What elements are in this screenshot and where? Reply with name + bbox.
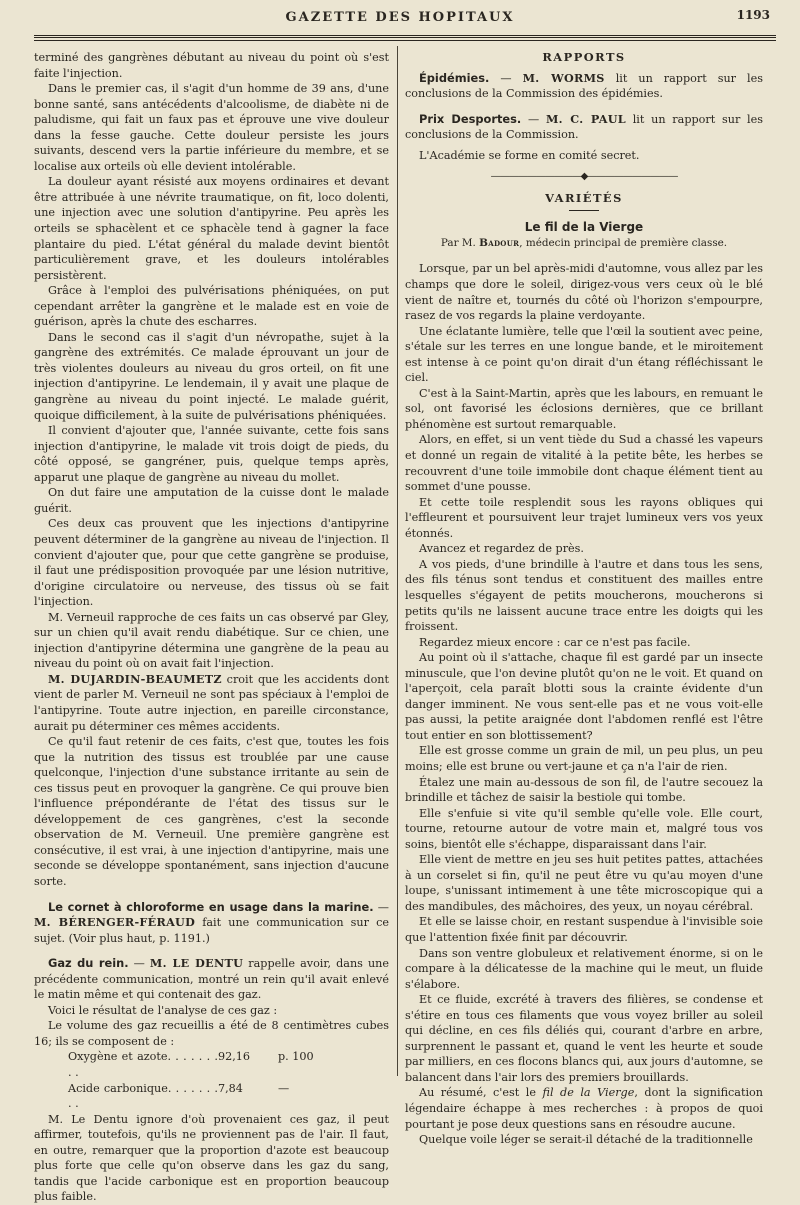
gas-name: Oxygène et azote. . . . . . . . .	[68, 1050, 218, 1079]
paragraph: Une éclatante lumière, telle que l'œil la soutient avec peine, s'étale sur les terres en une longue bande, et le miroitement est intense à ce point qu'on dirait d'un étang réfléchissant le ciel.	[405, 324, 763, 385]
right-column	[405, 50, 763, 1148]
speaker-name: M. C. PAUL	[545, 111, 626, 126]
paragraph: Alors, en effet, si un vent tiède du Sud a chassé les vapeurs et donné un regain de vitalité à la petite bête, les herbes se recouvrent d'une toile immobile dont chaque élément tient au sommet d'une pousse.	[405, 433, 763, 494]
paragraph	[34, 672, 389, 734]
gas-row	[34, 1081, 389, 1112]
speaker-name: M. LE DENTU	[149, 956, 244, 971]
paragraph-text: croit que les accidents dont vient de parler M. Verneuil ne sont pas spéciaux à l'emploi de l'antipyrine. Toute autre injection, en pareille circonstance, aurait pu déterminer ces mêmes accidents.	[34, 672, 390, 733]
dash: —	[521, 112, 546, 126]
paragraph: Avancez et regardez de près.	[419, 542, 584, 556]
gas-unit: p. 100	[278, 1050, 314, 1064]
gas-value: 92,16	[218, 1050, 251, 1064]
column-divider	[397, 46, 398, 1076]
paragraph: Étalez une main au-dessous de son fil, de l'autre secouez la brindille et tâchez de saisir la bestiole qui tombe.	[405, 775, 763, 805]
paragraph-text: lit un rapport sur les conclusions de la Commission.	[405, 112, 763, 142]
paragraph: Regardez mieux encore : car ce n'est pas facile.	[419, 635, 691, 649]
paragraph	[405, 1085, 763, 1132]
paragraph: Elle vient de mettre en jeu ses huit petites pattes, attachées à un corselet si fin, qu'il ne peut être vu qu'au moyen d'une loupe, s'unissant intimement à une tête microscopique qui a des mandibules, des mâchoires, des yeux, un noyau cérébral.	[405, 853, 763, 913]
header-rule-thin	[34, 40, 776, 41]
dash: —	[489, 71, 523, 85]
speaker-name: M. DUJARDIN-BEAUMETZ	[48, 671, 222, 686]
paragraph-text: rappelle avoir, dans une précédente communication, montré un rein qu'il avait enlevé le matin même et qui contenait des gaz.	[34, 957, 389, 1002]
article-title: Le fil de la Vierge	[524, 220, 644, 235]
speaker-name: M. BÉRENGER-FÉRAUD	[34, 915, 196, 930]
paragraph: Ce qu'il faut retenir de ces faits, c'est que, toutes les fois que la nutrition des tissus est troublée par une cause quelconque, l'injection d'une substance irritante au sein de ces tissus peut en provoquer la gangrène. Ce qui prouve bien l'influence prépondérante de l'état des tissus sur le développement de ces gangrènes, c'est la seconde observation de M. Verneuil. Une première gangrène est consécutive, il est vrai, à une injection d'antipyrine, mais une seconde se développe spontanément, sans injection d'aucune sorte.	[34, 735, 389, 888]
paragraph: Dans son ventre globuleux et relativement énorme, si on le compare à la délicatesse de la machine qui le meut, un fluide s'élabore.	[405, 946, 763, 991]
short-rule	[569, 210, 599, 211]
paragraph: Voici le résultat de l'analyse de ces gaz :	[48, 1003, 278, 1017]
dash: —	[128, 957, 150, 971]
paragraph-text: lit un rapport sur les conclusions de la Commission des épidémies.	[405, 71, 763, 101]
paragraph-text: Au résumé, c'est le	[419, 1086, 543, 1100]
paragraph: Lorsque, par un bel après-midi d'automne, vous allez par les champs que dore le soleil, dirigez-vous vers ceux où le blé vient de naître et, tournés du côté où l'horizon s'empourpre, rasez de vos regards la plaine verdoyante.	[405, 262, 763, 323]
section-title: Le cornet à chloroforme en usage dans la marine.	[48, 899, 374, 914]
speaker-name: M. WORMS	[522, 70, 605, 85]
paragraph: On dut faire une amputation de la cuisse dont le malade guérit.	[34, 486, 389, 515]
article-byline	[405, 236, 763, 252]
gas-row	[34, 1049, 389, 1080]
report-paragraph	[405, 112, 763, 143]
section-title: Gaz du rein.	[48, 956, 129, 971]
paragraph: Et cette toile resplendit sous les rayons obliques qui l'effleurent et poursuivent leur trajet lumineux vers vos yeux étonnés.	[405, 495, 763, 540]
emphasized-term: fil de la Vierge	[542, 1086, 635, 1100]
paragraph-text: , dont la signification légendaire échappe à mes recherches : à propos de quoi pourtant je pose deux questions sans en résoudre aucune.	[405, 1086, 763, 1131]
dash: —	[373, 900, 389, 914]
paragraph: M. Verneuil rapproche de ces faits un cas observé par Gley, sur un chien qu'il avait rendu diabétique. Sur ce chien, une injection d'antipyrine détermina une gangrène de la peau au niveau du point où on avait fait l'injection.	[34, 610, 389, 671]
byline-prefix: Par M.	[440, 236, 480, 249]
spacer	[34, 946, 389, 956]
paragraph: Ces deux cas prouvent que les injections d'antipyrine peuvent déterminer de la gangrène au niveau de l'injection. Il convient d'ajouter que, pour que cette gangrène se produise, il faut une prédisposition provoquée par une lésion nutritive, d'origine circulatoire ou nerveuse, des tissus où se fait l'injection.	[34, 517, 389, 609]
header-rule	[34, 35, 776, 38]
spacer	[405, 102, 763, 112]
page-number: 1193	[736, 8, 770, 22]
author-name: Badour	[479, 236, 520, 249]
paragraph: Dans le premier cas, il s'agit d'un homme de 39 ans, d'une bonne santé, sans antécédents d'alcoolisme, de diabète ni de paludisme, qui fait un faux pas et éprouve une vive douleur dans la fesse gauche. Cette douleur persiste les jours suivants, descend vers la partie inférieure du membre, et se localise aux orteils où elle devient intolérable.	[34, 82, 389, 173]
gas-value: 7,84	[218, 1081, 243, 1095]
paragraph: La douleur ayant résisté aux moyens ordinaires et devant être attribuée à une névrite traumatique, on fit, loco dolenti, une injection avec une solution d'antipyrine. Peu après les orteils se sphacèlent et ce sphacèle tend à gagner la face plantaire du pied. L'état général du malade devint bientôt particulièrement grave, et les douleurs intolérables persistèrent.	[34, 175, 389, 282]
report-paragraph	[405, 71, 763, 102]
paragraph: Et elle se laisse choir, en restant suspendue à l'invisible soie que l'attention fixée finit par découvrir.	[405, 915, 763, 944]
paragraph: terminé des gangrènes débutant au niveau du point où s'est faite l'injection.	[34, 51, 389, 80]
left-column	[34, 50, 389, 1205]
varietes-heading: VARIÉTÉS	[545, 190, 623, 205]
byline-suffix: , médecin principal de première classe.	[519, 236, 728, 249]
paragraph: Au point où il s'attache, chaque fil est gardé par un insecte minuscule, que l'on devine plutôt qu'on ne le voit. Et quand on l'aperçoit, cela paraît blotti sous la crainte évidente d'un danger imminent. Ne vous sent-elle pas et ne vous voit-elle pas aussi, la petite araignée dont l'abdomen renflé est l'être tout entier en son blottissement?	[405, 651, 763, 742]
rapports-heading: RAPPORTS	[542, 50, 626, 64]
paragraph: Elle est grosse comme un grain de mil, un peu plus, un peu moins; elle est brune ou vert-jaune et ça n'a l'air de rien.	[405, 744, 763, 773]
paragraph: Grâce à l'emploi des pulvérisations phéniquées, on put cependant arrêter la gangrène et le malade est en voie de guérison, après la chute des escharres.	[34, 284, 389, 329]
spacer	[405, 251, 763, 261]
paragraph: Dans le second cas il s'agit d'un névropathe, sujet à la gangrène des extrémités. Ce malade éprouvant un jour de très violentes douleurs au niveau du gros orteil, on fit une injection d'antipyrine. Le lendemain, il y avait une plaque de gangrène au niveau du point injecté. Le malade guérit, quoique difficilement, à la suite de pulvérisations phéniquées.	[34, 330, 389, 422]
paragraph: Le volume des gaz recueillis a été de 8 centimètres cubes 16; ils se composent de :	[34, 1019, 389, 1048]
paragraph: Quelque voile léger se serait-il détaché de la traditionnelle	[419, 1133, 753, 1147]
ornament-divider: ——————————◆——————————	[490, 171, 678, 183]
paragraph: M. Le Dentu ignore d'où provenaient ces gaz, il peut affirmer, toutefois, qu'ils ne proviennent pas de l'air. Il faut, en outre, remarquer que la proportion d'azote est beaucoup plus forte que celle qu'on observe dans les gaz du sang, tandis que l'acide carbonique est en proportion beaucoup plus faible.	[34, 1112, 389, 1204]
paragraph: Et ce fluide, excrété à travers des filières, se condense et s'étire en tous ces filaments que vous voyez briller au soleil qui décline, en ces fils déliés qui, courant d'arbre en arbre, surprennent le passant et, quand le vent les heurte et soude par milliers, en ces flocons blancs qui, aux jours d'automne, se balancent dans l'air lors des premiers brouillards.	[405, 993, 763, 1084]
section-paragraph	[34, 956, 389, 1003]
section-paragraph	[34, 900, 389, 947]
paragraph-text: fait une communication sur ce sujet. (Voir plus haut, p. 1191.)	[34, 916, 389, 945]
section-title: Épidémies.	[419, 70, 490, 85]
paragraph: C'est à la Saint-Martin, après que les labours, en remuant le sol, ont favorisé les éclosions dernières, que ce brillant phénomène est surtout remarquable.	[405, 386, 763, 431]
section-title: Prix Desportes.	[419, 111, 522, 126]
paragraph: Il convient d'ajouter que, l'année suivante, cette fois sans injection d'antipyrine, le malade vit trois doigt de pieds, du côté opposé, se gangréner, puis, quelque temps après, apparut une plaque de gangrène au niveau du mollet.	[34, 424, 389, 484]
gas-name: Acide carbonique. . . . . . . . .	[68, 1081, 218, 1111]
paragraph: Elle s'enfuie si vite qu'il semble qu'elle vole. Elle court, tourne, retourne autour de votre main et, malgré tous vos soins, bientôt elle s'échappe, disparaissant dans l'air.	[405, 806, 763, 851]
paragraph: L'Académie se forme en comité secret.	[419, 148, 640, 162]
spacer	[34, 890, 389, 900]
paragraph: A vos pieds, d'une brindille à l'autre et dans tous les sens, des fils ténus sont tendus et constituent des mailles entre lesquelles s'égayent de petits moucherons, moucherons si petits qu'ils ne laissent aucune trace entre les doigts qui les froissent.	[405, 557, 763, 634]
page-header-title: GAZETTE DES HOPITAUX	[285, 10, 515, 25]
gas-unit: —	[278, 1081, 290, 1095]
